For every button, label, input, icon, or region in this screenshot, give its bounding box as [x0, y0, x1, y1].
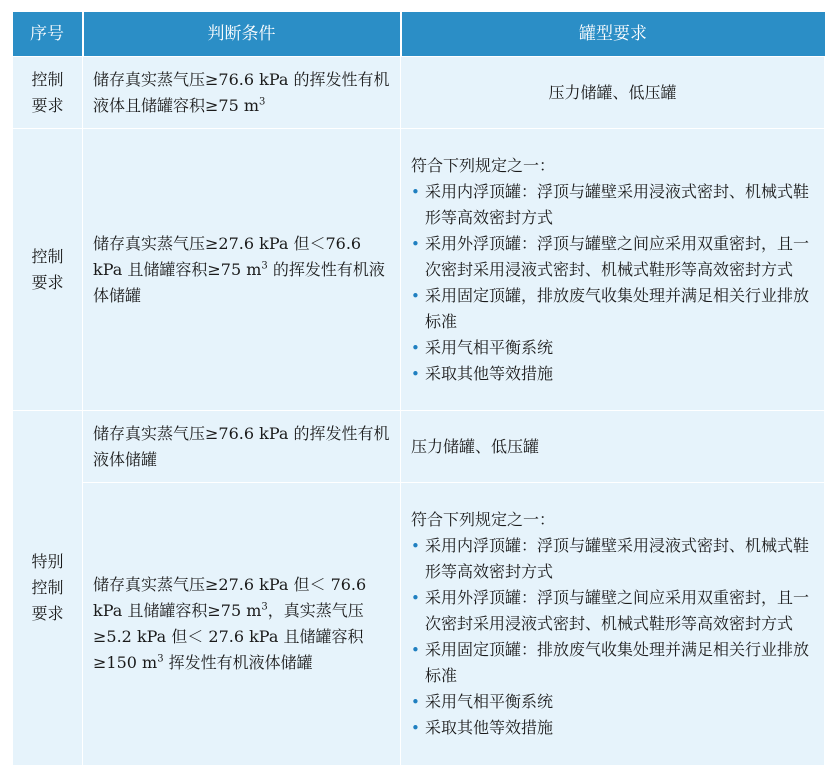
list-item: • 采用外浮顶罐：浮顶与罐壁之间应采用双重密封，且一次密封采用浸液式密封、机械式鞋形等高效密封方式	[411, 585, 814, 637]
condition-cell: 储存真实蒸气压≥27.6 kPa 但＜ 76.6 kPa 且储罐容积≥75 $m^3$，真实蒸气压≥5.2 kPa 但＜ 27.6 kPa 且储罐容积≥150 $m^3$ 挥发性有机液体储罐	[83, 483, 401, 766]
requirement-cell	[401, 129, 825, 411]
condition-cell	[83, 129, 401, 411]
seq-cell	[13, 57, 83, 129]
superscript: 3	[261, 601, 268, 613]
requirements-table	[12, 12, 825, 766]
header-requirement: 罐型要求	[401, 12, 825, 57]
table-row	[13, 129, 825, 411]
list-item: • 采用内浮顶罐：浮顶与罐壁采用浸液式密封、机械式鞋形等高效密封方式	[411, 533, 814, 585]
requirement-list	[411, 179, 814, 387]
requirement-text: 压力储罐、低压罐	[411, 436, 540, 456]
requirement-cell	[401, 411, 825, 483]
header-condition: 判断条件	[83, 12, 401, 57]
list-item: • 采用固定顶罐，排放废气收集处理并满足相关行业排放标准	[411, 283, 814, 335]
superscript: 3	[261, 260, 268, 272]
list-item: • 采取其他等效措施	[411, 715, 814, 741]
bullet-icon: •	[411, 537, 420, 555]
bullet-icon: •	[411, 641, 420, 659]
requirement-list	[411, 533, 814, 741]
condition-text: 储存真实蒸气压≥76.6 kPa 的挥发性有机液体储罐	[93, 423, 390, 469]
requirement-cell	[401, 483, 825, 766]
table-row	[13, 483, 825, 766]
seq-cell	[13, 411, 83, 766]
bullet-icon: •	[411, 693, 420, 711]
seq-cell	[13, 129, 83, 411]
bullet-icon: •	[411, 364, 420, 383]
requirement-cell	[401, 57, 825, 129]
list-item: • 采用固定顶罐：排放废气收集处理并满足相关行业排放标准	[411, 637, 814, 689]
table-row	[13, 411, 825, 483]
table-header-row	[13, 12, 825, 57]
requirement-intro: 符合下列规定之一：	[411, 155, 556, 175]
condition-text: 储存真实蒸气压≥27.6 kPa 但＜76.6 kPa 且储罐容积≥75 m	[93, 233, 362, 279]
condition-cell	[83, 57, 401, 129]
bullet-icon: •	[411, 182, 420, 201]
bullet-icon: •	[411, 589, 420, 607]
superscript: 3	[157, 653, 164, 665]
seq-label: 控制要求	[31, 246, 64, 292]
seq-label: 特别控制要求	[31, 552, 64, 623]
bullet-icon: •	[411, 338, 420, 357]
table-row	[13, 57, 825, 129]
condition-text: 储存真实蒸气压≥76.6 kPa 的挥发性有机液体且储罐容积≥75 m	[93, 69, 390, 115]
list-item: • 采用气相平衡系统	[411, 689, 814, 715]
superscript: 3	[259, 96, 266, 108]
condition-text-tail: 的挥发性有机液体储罐	[93, 259, 385, 305]
list-item: • 采取其他等效措施	[411, 361, 814, 387]
list-item: • 采用气相平衡系统	[411, 335, 814, 361]
requirement-intro: 符合下列规定之一：	[411, 510, 556, 529]
list-item: • 采用内浮顶罐：浮顶与罐壁采用浸液式密封、机械式鞋形等高效密封方式	[411, 179, 814, 231]
header-seq: 序号	[13, 12, 83, 57]
bullet-icon: •	[411, 286, 420, 305]
requirement-text: 压力储罐、低压罐	[548, 82, 677, 102]
seq-label: 控制要求	[31, 69, 64, 115]
bullet-icon: •	[411, 234, 420, 253]
condition-cell	[83, 411, 401, 483]
list-item: • 采用外浮顶罐：浮顶与罐壁之间应采用双重密封，且一次密封采用浸液式密封、机械式鞋形等高效密封方式	[411, 231, 814, 283]
bullet-icon: •	[411, 719, 420, 737]
